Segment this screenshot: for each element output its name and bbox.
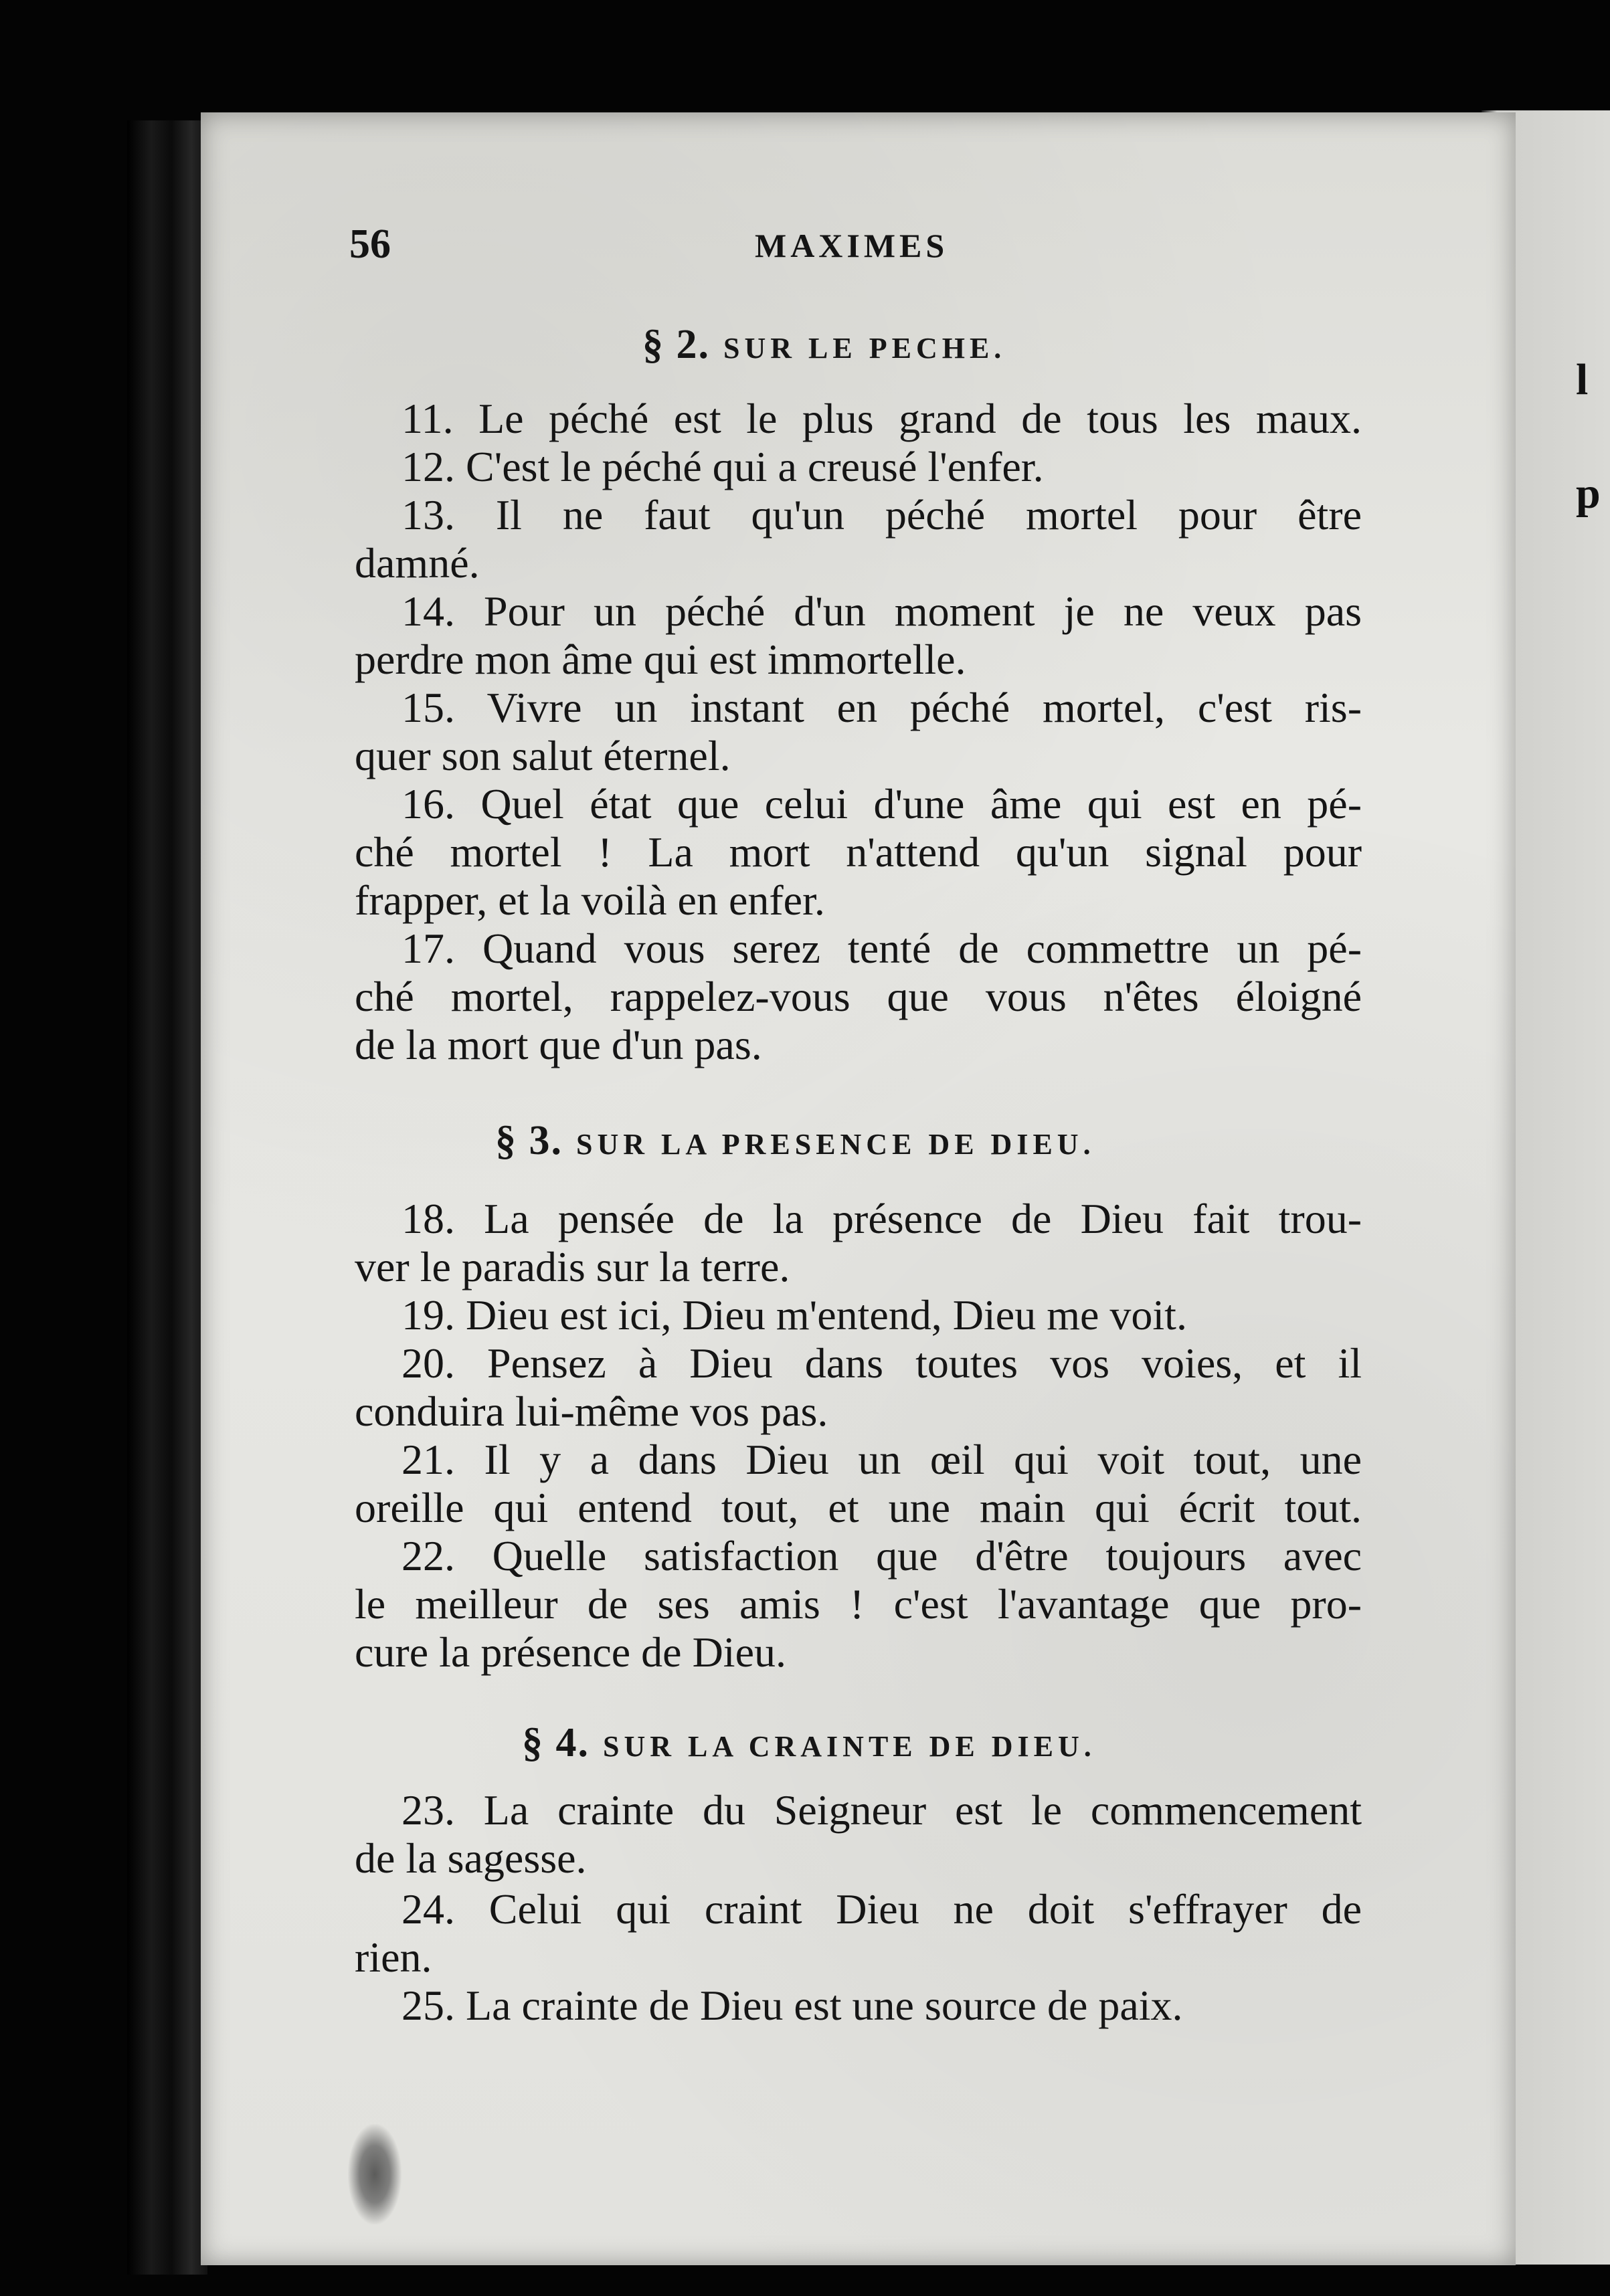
- maxim-line: frapper, et la voilà en enfer.: [355, 876, 825, 924]
- maxim-line: 19. Dieu est ici, Dieu m'entend, Dieu me voit.: [401, 1291, 1187, 1339]
- section-heading: [522, 1719, 1096, 1767]
- page-number: 56: [349, 221, 391, 267]
- maxim-line: ché mortel, rappelez-vous que vous n'êtes éloigné: [355, 973, 1362, 1020]
- section-title: SUR LA PRESENCE DE DIEU.: [576, 1128, 1095, 1161]
- maxim-line: 22. Quelle satisfaction que d'être toujours avec: [401, 1532, 1362, 1580]
- maxim-line: ver le paradis sur la terre.: [355, 1243, 790, 1290]
- section-heading: [495, 1117, 1095, 1165]
- maxim-line: ché mortel ! La mort n'attend qu'un signal pour: [355, 828, 1362, 876]
- maxim-line: cure la présence de Dieu.: [355, 1628, 786, 1676]
- maxim-line: 12. C'est le péché qui a creusé l'enfer.: [401, 443, 1044, 490]
- maxim-line: 14. Pour un péché d'un moment je ne veux pas: [401, 587, 1362, 635]
- maxim-line: 13. Il ne faut qu'un péché mortel pour être: [401, 491, 1362, 539]
- maxim-line: perdre mon âme qui est immortelle.: [355, 636, 966, 683]
- section-number: § 3.: [495, 1118, 563, 1163]
- maxim-line: 23. La crainte du Seigneur est le commencement: [401, 1786, 1362, 1834]
- maxim-line: 18. La pensée de la présence de Dieu fait trou-: [401, 1195, 1362, 1242]
- adjacent-page-fragment: l: [1576, 355, 1589, 404]
- maxim-line: 21. Il y a dans Dieu un œil qui voit tout, une: [401, 1436, 1362, 1483]
- adjacent-page-fragment: p: [1576, 469, 1601, 518]
- maxim-line: 20. Pensez à Dieu dans toutes vos voies, et il: [401, 1339, 1362, 1387]
- section-heading: [642, 321, 1006, 369]
- ink-smudge: [348, 2124, 401, 2224]
- book-edge: [127, 120, 207, 2275]
- maxim-line: 15. Vivre un instant en péché mortel, c'est ris-: [401, 684, 1362, 731]
- section-number: § 4.: [522, 1720, 590, 1765]
- maxim-line: 11. Le péché est le plus grand de tous les maux.: [401, 395, 1362, 442]
- maxim-line: 16. Quel état que celui d'une âme qui est en pé-: [401, 780, 1362, 828]
- section-title: SUR LA CRAINTE DE DIEU.: [603, 1730, 1096, 1763]
- section-number: § 2.: [642, 322, 710, 367]
- maxim-line: 25. La crainte de Dieu est une source de paix.: [401, 1982, 1183, 2029]
- maxim-line: le meilleur de ses amis ! c'est l'avantage que pro-: [355, 1580, 1362, 1628]
- maxim-line: de la sagesse.: [355, 1834, 587, 1882]
- maxim-line: oreille qui entend tout, et une main qui écrit tout.: [355, 1484, 1362, 1531]
- maxim-line: 17. Quand vous serez tenté de commettre un pé-: [401, 925, 1362, 972]
- section-title: SUR LE PECHE.: [723, 332, 1006, 365]
- maxim-line: quer son salut éternel.: [355, 732, 731, 779]
- maxim-line: rien.: [355, 1933, 432, 1981]
- maxim-line: de la mort que d'un pas.: [355, 1021, 762, 1068]
- running-title: MAXIMES: [755, 227, 949, 264]
- maxim-line: damné.: [355, 539, 480, 587]
- maxim-line: conduira lui-même vos pas.: [355, 1388, 828, 1435]
- maxim-line: 24. Celui qui craint Dieu ne doit s'effrayer de: [401, 1885, 1362, 1933]
